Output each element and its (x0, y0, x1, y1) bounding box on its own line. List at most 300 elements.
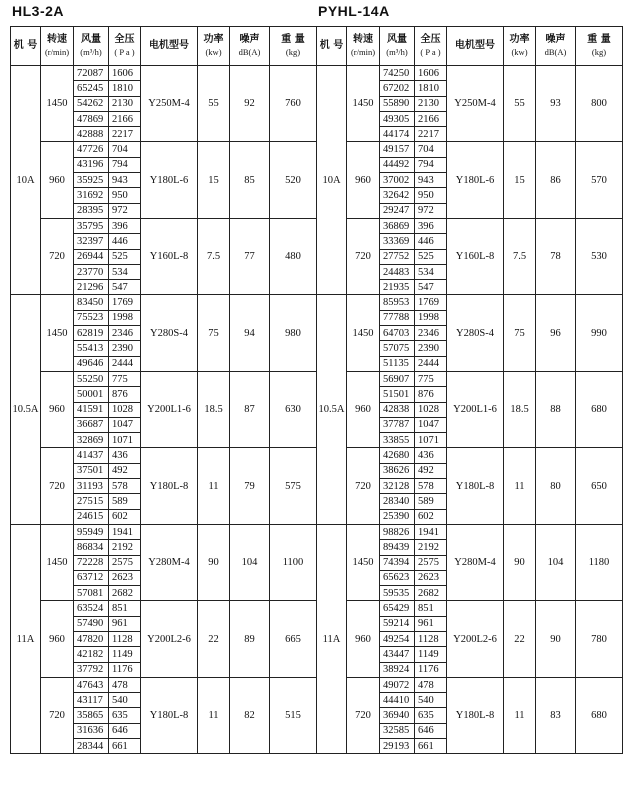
pressure-cell: 525 (109, 249, 141, 264)
pressure-cell: 2192 (415, 540, 447, 555)
speed-cell: 960 (347, 601, 380, 677)
pressure-cell: 492 (415, 463, 447, 478)
header-power: 功率 (kw) (198, 27, 230, 66)
noise-cell: 104 (230, 524, 270, 600)
pressure-cell: 1047 (415, 417, 447, 432)
weight-cell: 515 (270, 677, 317, 753)
airflow-cell: 37501 (74, 463, 109, 478)
pressure-cell: 589 (415, 494, 447, 509)
noise-cell: 93 (536, 66, 576, 142)
pressure-cell: 1149 (415, 647, 447, 662)
airflow-cell: 49305 (380, 111, 415, 126)
pressure-cell: 547 (109, 280, 141, 295)
airflow-cell: 41591 (74, 402, 109, 417)
pressure-cell: 578 (109, 479, 141, 494)
noise-cell: 94 (230, 295, 270, 371)
airflow-cell: 85953 (380, 295, 415, 310)
table-row (11, 448, 317, 463)
noise-cell: 87 (230, 371, 270, 447)
pressure-cell: 1941 (415, 524, 447, 539)
pressure-cell: 436 (415, 448, 447, 463)
airflow-cell: 47726 (74, 142, 109, 157)
pressure-cell: 2682 (109, 586, 141, 601)
motor-cell: Y180L-8 (141, 448, 198, 524)
pressure-cell: 2217 (109, 127, 141, 142)
airflow-cell: 42888 (74, 127, 109, 142)
header-noise: 噪声 dB(A) (230, 27, 270, 66)
pressure-cell: 704 (415, 142, 447, 157)
motor-cell: Y180L-6 (141, 142, 198, 218)
header-speed: 转速 (r/min) (347, 27, 380, 66)
pressure-cell: 2346 (109, 326, 141, 341)
pressure-cell: 1606 (109, 66, 141, 81)
noise-cell: 88 (536, 371, 576, 447)
airflow-cell: 83450 (74, 295, 109, 310)
pressure-cell: 547 (415, 280, 447, 295)
pressure-cell: 1176 (109, 662, 141, 677)
airflow-cell: 31193 (74, 479, 109, 494)
weight-cell: 650 (576, 448, 623, 524)
pressure-cell: 2623 (415, 570, 447, 585)
header-noise: 噪声 dB(A) (536, 27, 576, 66)
table-title: PYHL-14A (318, 3, 390, 19)
power-cell: 11 (198, 448, 230, 524)
airflow-cell: 26944 (74, 249, 109, 264)
pressure-cell: 1071 (415, 433, 447, 448)
motor-cell: Y200L2-6 (141, 601, 198, 677)
header-motor: 电机型号 (141, 27, 198, 66)
motor-cell: Y200L1-6 (447, 371, 504, 447)
speed-cell: 1450 (41, 295, 74, 371)
airflow-cell: 43117 (74, 693, 109, 708)
airflow-cell: 44492 (380, 157, 415, 172)
table-row (317, 142, 623, 157)
airflow-cell: 57490 (74, 616, 109, 631)
power-cell: 90 (504, 524, 536, 600)
pressure-cell: 851 (109, 601, 141, 616)
airflow-cell: 28340 (380, 494, 415, 509)
motor-cell: Y280M-4 (141, 524, 198, 600)
airflow-cell: 44174 (380, 127, 415, 142)
pressure-cell: 950 (415, 188, 447, 203)
motor-cell: Y250M-4 (141, 66, 198, 142)
pressure-cell: 635 (415, 708, 447, 723)
pressure-cell: 446 (415, 234, 447, 249)
motor-cell: Y200L2-6 (447, 601, 504, 677)
airflow-cell: 31692 (74, 188, 109, 203)
power-cell: 18.5 (198, 371, 230, 447)
speed-cell: 960 (347, 371, 380, 447)
airflow-cell: 59214 (380, 616, 415, 631)
speed-cell: 720 (347, 448, 380, 524)
airflow-cell: 44410 (380, 693, 415, 708)
airflow-cell: 37002 (380, 173, 415, 188)
weight-cell: 800 (576, 66, 623, 142)
noise-cell: 89 (230, 601, 270, 677)
header-weight: 重 量 (kg) (576, 27, 623, 66)
airflow-cell: 32128 (380, 479, 415, 494)
pressure-cell: 2346 (415, 326, 447, 341)
airflow-cell: 24483 (380, 264, 415, 279)
speed-cell: 720 (41, 218, 74, 294)
weight-cell: 780 (576, 601, 623, 677)
pressure-cell: 972 (415, 203, 447, 218)
table-row (317, 448, 623, 463)
pressure-cell: 646 (109, 723, 141, 738)
table-row (11, 524, 317, 539)
speed-cell: 1450 (347, 66, 380, 142)
pressure-cell: 646 (415, 723, 447, 738)
power-cell: 90 (198, 524, 230, 600)
airflow-cell: 47820 (74, 631, 109, 646)
airflow-cell: 49254 (380, 631, 415, 646)
speed-cell: 960 (41, 601, 74, 677)
pressure-cell: 2575 (415, 555, 447, 570)
weight-cell: 630 (270, 371, 317, 447)
pressure-cell: 1149 (109, 647, 141, 662)
pressure-cell: 876 (109, 387, 141, 402)
pressure-cell: 794 (109, 157, 141, 172)
pressure-cell: 775 (415, 371, 447, 386)
model-cell: 10.5A (317, 295, 347, 524)
pressure-cell: 2166 (415, 111, 447, 126)
pressure-cell: 1810 (415, 81, 447, 96)
motor-cell: Y180L-6 (447, 142, 504, 218)
table-body (317, 66, 623, 754)
header-airflow: 风量 (m³/h) (380, 27, 415, 66)
airflow-cell: 86834 (74, 540, 109, 555)
airflow-cell: 54262 (74, 96, 109, 111)
pressure-cell: 876 (415, 387, 447, 402)
airflow-cell: 50001 (74, 387, 109, 402)
airflow-cell: 77788 (380, 310, 415, 325)
airflow-cell: 33369 (380, 234, 415, 249)
pressure-cell: 2390 (109, 341, 141, 356)
pressure-cell: 578 (415, 479, 447, 494)
table-row (317, 371, 623, 386)
pressure-cell: 478 (109, 677, 141, 692)
pressure-cell: 2192 (109, 540, 141, 555)
airflow-cell: 72087 (74, 66, 109, 81)
airflow-cell: 35865 (74, 708, 109, 723)
power-cell: 11 (198, 677, 230, 753)
airflow-cell: 95949 (74, 524, 109, 539)
speed-cell: 720 (347, 218, 380, 294)
header-row (317, 27, 623, 66)
table-row (317, 601, 623, 616)
pressure-cell: 2623 (109, 570, 141, 585)
weight-cell: 1100 (270, 524, 317, 600)
noise-cell: 80 (536, 448, 576, 524)
pressure-cell: 1047 (109, 417, 141, 432)
pressure-cell: 1128 (109, 631, 141, 646)
speed-cell: 960 (347, 142, 380, 218)
airflow-cell: 38626 (380, 463, 415, 478)
speed-cell: 960 (41, 371, 74, 447)
airflow-cell: 37787 (380, 417, 415, 432)
airflow-cell: 47643 (74, 677, 109, 692)
motor-cell: Y280M-4 (447, 524, 504, 600)
pressure-cell: 961 (109, 616, 141, 631)
motor-cell: Y250M-4 (447, 66, 504, 142)
motor-cell: Y180L-8 (141, 677, 198, 753)
airflow-cell: 35795 (74, 218, 109, 233)
airflow-cell: 75523 (74, 310, 109, 325)
pressure-cell: 661 (109, 739, 141, 754)
pressure-cell: 525 (415, 249, 447, 264)
airflow-cell: 49157 (380, 142, 415, 157)
airflow-cell: 32869 (74, 433, 109, 448)
power-cell: 55 (504, 66, 536, 142)
pressure-cell: 2130 (415, 96, 447, 111)
header-weight: 重 量 (kg) (270, 27, 317, 66)
power-cell: 22 (198, 601, 230, 677)
airflow-cell: 65429 (380, 601, 415, 616)
airflow-cell: 89439 (380, 540, 415, 555)
airflow-cell: 49072 (380, 677, 415, 692)
table-row (11, 677, 317, 692)
pressure-cell: 950 (109, 188, 141, 203)
airflow-cell: 32642 (380, 188, 415, 203)
table-row (317, 524, 623, 539)
pressure-cell: 2575 (109, 555, 141, 570)
table-row (11, 66, 317, 81)
speed-cell: 1450 (347, 295, 380, 371)
pressure-cell: 540 (109, 693, 141, 708)
pressure-cell: 1176 (415, 662, 447, 677)
airflow-cell: 32397 (74, 234, 109, 249)
model-cell: 11A (11, 524, 41, 753)
table-block-left (10, 0, 316, 754)
power-cell: 7.5 (198, 218, 230, 294)
airflow-cell: 27515 (74, 494, 109, 509)
airflow-cell: 21935 (380, 280, 415, 295)
airflow-cell: 28395 (74, 203, 109, 218)
header-row (11, 27, 317, 66)
pressure-cell: 2682 (415, 586, 447, 601)
motor-cell: Y180L-8 (447, 448, 504, 524)
speed-cell: 720 (347, 677, 380, 753)
pressure-cell: 1998 (109, 310, 141, 325)
noise-cell: 90 (536, 601, 576, 677)
speed-cell: 1450 (41, 524, 74, 600)
airflow-cell: 31636 (74, 723, 109, 738)
airflow-cell: 36940 (380, 708, 415, 723)
pressure-cell: 1941 (109, 524, 141, 539)
weight-cell: 680 (576, 371, 623, 447)
header-model-no: 机 号 (11, 27, 41, 66)
motor-cell: Y160L-8 (447, 218, 504, 294)
pressure-cell: 1769 (415, 295, 447, 310)
noise-cell: 83 (536, 677, 576, 753)
pressure-cell: 1128 (415, 631, 447, 646)
model-cell: 11A (317, 524, 347, 753)
pressure-cell: 1028 (109, 402, 141, 417)
weight-cell: 665 (270, 601, 317, 677)
header-pressure: 全压 ( P a ) (415, 27, 447, 66)
pressure-cell: 661 (415, 739, 447, 754)
airflow-cell: 65245 (74, 81, 109, 96)
airflow-cell: 32585 (380, 723, 415, 738)
airflow-cell: 74394 (380, 555, 415, 570)
airflow-cell: 59535 (380, 586, 415, 601)
pressure-cell: 446 (109, 234, 141, 249)
table-row (11, 142, 317, 157)
power-cell: 55 (198, 66, 230, 142)
pressure-cell: 704 (109, 142, 141, 157)
weight-cell: 980 (270, 295, 317, 371)
airflow-cell: 23770 (74, 264, 109, 279)
pressure-cell: 436 (109, 448, 141, 463)
airflow-cell: 51135 (380, 356, 415, 371)
airflow-cell: 21296 (74, 280, 109, 295)
noise-cell: 79 (230, 448, 270, 524)
model-cell: 10.5A (11, 295, 41, 524)
airflow-cell: 65623 (380, 570, 415, 585)
pressure-cell: 589 (109, 494, 141, 509)
power-cell: 75 (504, 295, 536, 371)
airflow-cell: 57081 (74, 586, 109, 601)
header-motor: 电机型号 (447, 27, 504, 66)
noise-cell: 104 (536, 524, 576, 600)
airflow-cell: 62819 (74, 326, 109, 341)
speed-cell: 720 (41, 448, 74, 524)
power-cell: 15 (198, 142, 230, 218)
airflow-cell: 24615 (74, 509, 109, 524)
weight-cell: 480 (270, 218, 317, 294)
weight-cell: 680 (576, 677, 623, 753)
speed-cell: 1450 (347, 524, 380, 600)
pressure-cell: 2166 (109, 111, 141, 126)
airflow-cell: 35925 (74, 173, 109, 188)
noise-cell: 78 (536, 218, 576, 294)
airflow-cell: 42182 (74, 647, 109, 662)
pressure-cell: 534 (415, 264, 447, 279)
pressure-cell: 602 (415, 509, 447, 524)
table-body (11, 66, 317, 754)
pressure-cell: 775 (109, 371, 141, 386)
motor-cell: Y160L-8 (141, 218, 198, 294)
speed-cell: 720 (41, 677, 74, 753)
noise-cell: 96 (536, 295, 576, 371)
weight-cell: 990 (576, 295, 623, 371)
airflow-cell: 63524 (74, 601, 109, 616)
header-model-no: 机 号 (317, 27, 347, 66)
airflow-cell: 25390 (380, 509, 415, 524)
pressure-cell: 2444 (415, 356, 447, 371)
airflow-cell: 74250 (380, 66, 415, 81)
table-row (11, 295, 317, 310)
pressure-cell: 1810 (109, 81, 141, 96)
pressure-cell: 961 (415, 616, 447, 631)
pressure-cell: 396 (109, 218, 141, 233)
airflow-cell: 42838 (380, 402, 415, 417)
speed-cell: 960 (41, 142, 74, 218)
model-cell: 10A (317, 66, 347, 295)
pressure-cell: 943 (109, 173, 141, 188)
airflow-cell: 55250 (74, 371, 109, 386)
pressure-cell: 2130 (109, 96, 141, 111)
pressure-cell: 1769 (109, 295, 141, 310)
airflow-cell: 64703 (380, 326, 415, 341)
header-airflow: 风量 (m³/h) (74, 27, 109, 66)
pressure-cell: 943 (415, 173, 447, 188)
weight-cell: 760 (270, 66, 317, 142)
airflow-cell: 28344 (74, 739, 109, 754)
power-cell: 11 (504, 677, 536, 753)
noise-cell: 86 (536, 142, 576, 218)
pressure-cell: 1606 (415, 66, 447, 81)
power-cell: 7.5 (504, 218, 536, 294)
pressure-cell: 2217 (415, 127, 447, 142)
airflow-cell: 42680 (380, 448, 415, 463)
pressure-cell: 1071 (109, 433, 141, 448)
table-row (11, 371, 317, 386)
fan-spec-table (10, 26, 317, 754)
motor-cell: Y280S-4 (447, 295, 504, 371)
header-pressure: 全压 ( P a ) (109, 27, 141, 66)
motor-cell: Y180L-8 (447, 677, 504, 753)
airflow-cell: 49646 (74, 356, 109, 371)
airflow-cell: 29247 (380, 203, 415, 218)
airflow-cell: 55890 (380, 96, 415, 111)
table-row (11, 601, 317, 616)
airflow-cell: 56907 (380, 371, 415, 386)
noise-cell: 82 (230, 677, 270, 753)
power-cell: 75 (198, 295, 230, 371)
airflow-cell: 47869 (74, 111, 109, 126)
airflow-cell: 38924 (380, 662, 415, 677)
pressure-cell: 396 (415, 218, 447, 233)
noise-cell: 85 (230, 142, 270, 218)
airflow-cell: 72228 (74, 555, 109, 570)
weight-cell: 520 (270, 142, 317, 218)
airflow-cell: 37792 (74, 662, 109, 677)
noise-cell: 77 (230, 218, 270, 294)
speed-cell: 1450 (41, 66, 74, 142)
pressure-cell: 972 (109, 203, 141, 218)
motor-cell: Y200L1-6 (141, 371, 198, 447)
power-cell: 11 (504, 448, 536, 524)
noise-cell: 92 (230, 66, 270, 142)
weight-cell: 575 (270, 448, 317, 524)
airflow-cell: 57075 (380, 341, 415, 356)
model-cell: 10A (11, 66, 41, 295)
table-row (317, 295, 623, 310)
header-speed: 转速 (r/min) (41, 27, 74, 66)
pressure-cell: 1998 (415, 310, 447, 325)
motor-cell: Y280S-4 (141, 295, 198, 371)
airflow-cell: 98826 (380, 524, 415, 539)
airflow-cell: 55413 (74, 341, 109, 356)
pressure-cell: 635 (109, 708, 141, 723)
table-title: HL3-2A (12, 3, 65, 19)
pressure-cell: 540 (415, 693, 447, 708)
power-cell: 22 (504, 601, 536, 677)
pressure-cell: 602 (109, 509, 141, 524)
pressure-cell: 2444 (109, 356, 141, 371)
table-block-right (316, 0, 622, 754)
airflow-cell: 67202 (380, 81, 415, 96)
pressure-cell: 1028 (415, 402, 447, 417)
power-cell: 15 (504, 142, 536, 218)
airflow-cell: 27752 (380, 249, 415, 264)
pressure-cell: 2390 (415, 341, 447, 356)
weight-cell: 570 (576, 142, 623, 218)
airflow-cell: 51501 (380, 387, 415, 402)
airflow-cell: 29193 (380, 739, 415, 754)
pressure-cell: 851 (415, 601, 447, 616)
